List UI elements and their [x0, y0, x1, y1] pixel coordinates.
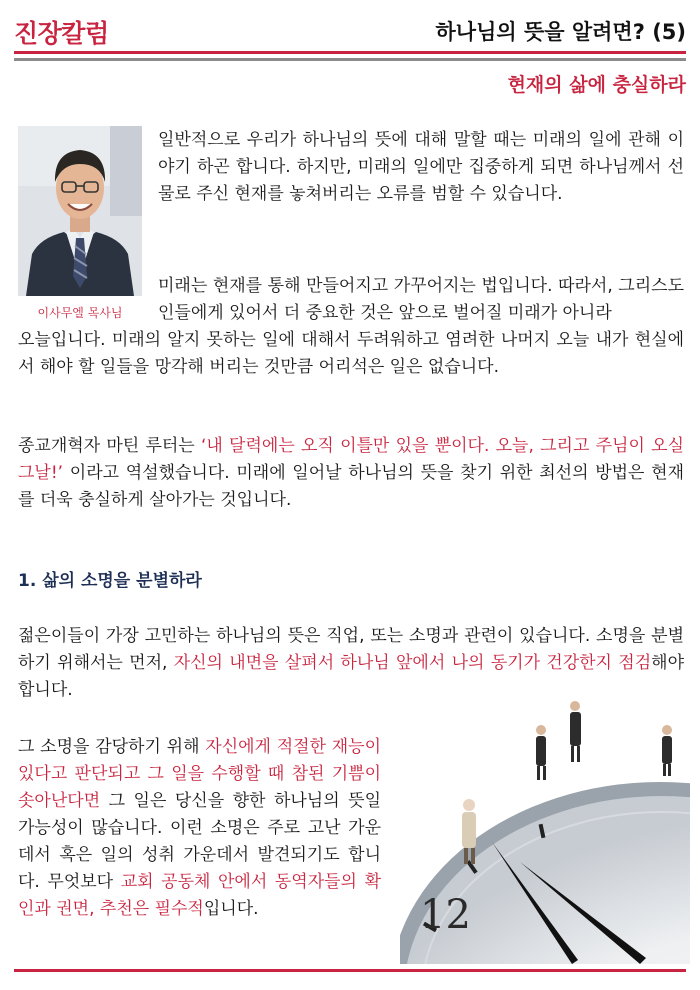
- header-divider: [14, 51, 686, 54]
- paragraph-1: 일반적으로 우리가 하나님의 뜻에 대해 말할 때는 미래의 일에 관해 이야기 하곤 합니다. 하지만, 미래의 일에만 집중하게 되면 하나님께서 선물로 주신 현재를 놓쳐버리는 오류를 범할 수 있습니다.: [158, 130, 684, 204]
- paragraph-5-text: 그 소명을 감당하기 위해: [18, 737, 206, 757]
- paragraph-5-highlight-1: 자신에게 적절한 재능이 있다고 판단되고 그 일을 수행할 때 참된 기쁨이 솟아난다면: [18, 737, 382, 811]
- author-caption: 이사무엘 목사님: [37, 306, 123, 320]
- paragraph-5-text-mid: 그 일은 당신을 향한 하나님의 뜻일 가능성이 많습니다. 이런 소명은 주로 고난 가운데서 혹은 일의 성취 가운데서 발견되기도 합니다. 무엇보다: [18, 791, 381, 892]
- luther-quote: ‘내 달력에는 오직 이틀만 있을 뿐이다. 오늘, 그리고 주님이 오실 그날!’: [18, 436, 684, 483]
- paragraph-4-highlight: 자신의 내면을 살펴서 하나님 앞에서 나의 동기가 건강한지 점검: [173, 653, 652, 673]
- column-label: 진장칼럼: [14, 19, 109, 48]
- paragraph-2: 미래는 현재를 통해 만들어지고 가꾸어지는 법입니다. 따라서, 그리스도인들에게 있어서 더 중요한 것은 앞으로 벌어질 미래가 아니라: [158, 276, 684, 323]
- footer-divider: [14, 969, 686, 972]
- paragraph-4-text-end: 해야 합니다.: [18, 653, 684, 700]
- paragraph-4-text: 젊은이들이 가장 고민하는 하나님의 뜻은 직업, 또는 소명과 관련이 있습니다. 소명을 분별하기 위해서는 먼저,: [18, 626, 684, 673]
- paragraph-5-highlight-2: 교회 공동체 안에서 동역자들의 확인과 권면, 추천은 필수적: [18, 872, 381, 919]
- paragraph-5-text-end: 입니다.: [203, 899, 259, 919]
- paragraph-3: [18, 433, 684, 514]
- header-divider-shadow: [14, 58, 686, 61]
- clock-numeral: 12: [420, 892, 471, 938]
- clock-illustration: [400, 692, 690, 964]
- author-photo: [18, 126, 142, 296]
- paragraph-2-continued: 오늘입니다. 미래의 알지 못하는 일에 대해서 두려워하고 염려한 나머지 오늘 내가 현실에서 해야 할 일들을 망각해 버리는 것만큼 어리석은 일은 없습니다.: [18, 330, 684, 377]
- paragraph-3-text-end: 이라고 역설했습니다. 미래에 일어날 하나님의 뜻을 찾기 위한 최선의 방법은 현재를 더욱 충실하게 살아가는 것입니다.: [18, 463, 684, 510]
- section-heading: 1. 삶의 소명을 분별하라: [18, 571, 202, 591]
- paragraph-5: [18, 734, 381, 923]
- paragraph-3-text: 종교개혁자 마틴 루터는: [18, 436, 201, 456]
- article-subtitle: 현재의 삶에 충실하라: [507, 74, 686, 96]
- article-title: 하나님의 뜻을 알려면? (5): [435, 20, 686, 44]
